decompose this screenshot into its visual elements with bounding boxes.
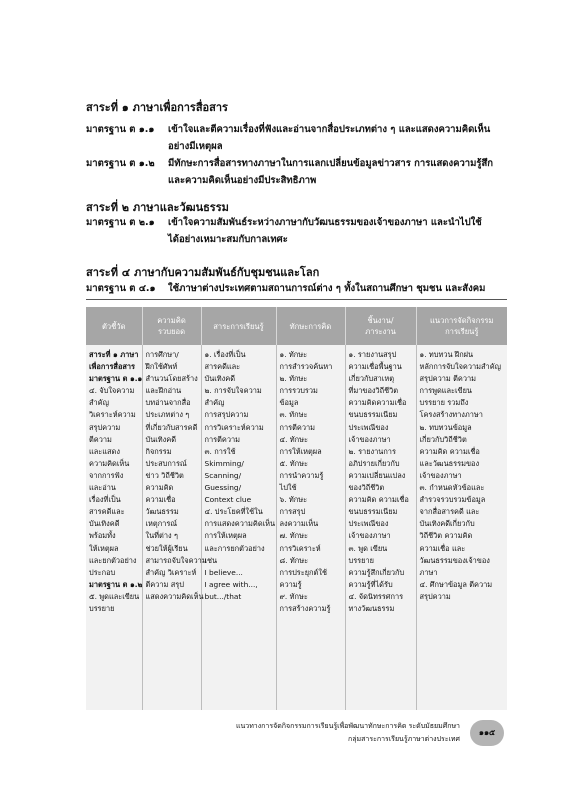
cell-workpiece: ๑. รายงานสรุป ความเชื่อพื้นฐาน เกี่ยวกับสาเหตุ ที่มาของวิถีชีวิต ความคิดความเชื่อ ขนบธรรมเนียม ประเพณีของ เจ้าของภาษา ๒. รายงานการ อภิปรายเกี่ยวกับ ความเปลี่ยนแปลง ของวิถีชีวิต ความคิด ความเชื่อ ขนบธรรมเนียม ประเพณีของ เจ้าของภาษา ๓. พูด เขียน บรรยาย ความรู้สึกเกี่ยวกับ ความรู้ที่ได้รับ ๔. จัดนิทรรศการ ทางวัฒนธรรม xyxy=(345,345,416,710)
divider xyxy=(86,299,507,300)
strand-title: สาระที่ ๒ ภาษาและวัฒนธรรม xyxy=(86,201,229,214)
header-thinking-skills: ทักษะการคิด xyxy=(276,307,345,345)
page-number-badge: ๑๑๕ xyxy=(470,720,504,746)
standard-block xyxy=(86,214,506,248)
footer-subtitle: กลุ่มสาระการเรียนรู้ภาษาต่างประเทศ xyxy=(348,735,460,743)
standard-text: และความคิดเห็นอย่างมีประสิทธิภาพ xyxy=(168,175,317,186)
header-concept: ความคิด รวบยอด xyxy=(142,307,201,345)
cell-activities: ๑. ทบทวน ฝึกฝน หลักการจับใจความสำคัญ สรุปความ ตีความ การพูดและเขียน บรรยาย รวมถึง โครงสร้างทางภาษา ๒. ทบทวนข้อมูล เกี่ยวกับวิถีชีวิต ความคิด ความเชื่อ และวัฒนธรรมของ เจ้าของภาษา ๓. กำหนดหัวข้อและ สำรวจรวบรวมข้อมูล จากสื่อสารคดี และ บันเทิงคดีเกี่ยวกับ วิถีชีวิต ความคิด ความเชื่อ และ วัฒนธรรมของเจ้าของ ภาษา ๔. ศึกษาข้อมูล ตีความ สรุปความ xyxy=(419,350,501,601)
standard-text: ได้อย่างเหมาะสมกับกาลเทศะ xyxy=(168,234,288,245)
standard-text: มีทักษะการสื่อสารทางภาษาในการแลกเปลี่ยนข้อมูลข่าวสาร การแสดงความรู้สึก xyxy=(168,158,494,169)
cell-thinking-skills: ๑. ทักษะ การสำรวจค้นหา ๒. ทักษะ การรวบรวม ข้อมูล ๓. ทักษะ การตีความ ๔. ทักษะ การให้เหตุผล ๕. ทักษะ การนำความรู้ ไปใช้ ๖. ทักษะ การสรุป ลงความเห็น ๗. ทักษะ การวิเคราะห์ ๘. ทักษะ การประยุกต์ใช้ ความรู้ ๙. ทักษะ การสร้างความรู้ xyxy=(276,345,345,710)
standard-block xyxy=(86,280,506,297)
header-content: สาระการเรียนรู้ xyxy=(201,307,276,345)
standard-code: มาตรฐาน ต ๔.๑ xyxy=(86,283,156,294)
page-footer xyxy=(230,720,460,746)
standard-code: มาตรฐาน ต ๒.๑ xyxy=(86,217,155,228)
standard-text: ใช้ภาษาต่างประเทศตามสถานการณ์ต่าง ๆ ทั้งในสถานศึกษา ชุมชน และสังคม xyxy=(168,283,486,294)
strand-title: สาระที่ ๔ ภาษากับความสัมพันธ์กับชุมชนและโลก xyxy=(86,266,320,279)
standard-block xyxy=(86,155,506,189)
standard-code: มาตรฐาน ต ๑.๒ xyxy=(86,158,155,169)
standard-text: เข้าใจและตีความเรื่องที่ฟังและอ่านจากสื่อประเภทต่าง ๆ และแสดงความคิดเห็น xyxy=(168,124,491,135)
cell-content: ๑. เรื่องที่เป็น สารคดีและ บันเทิงคดี ๒. การจับใจความ สำคัญ การสรุปความ การวิเคราะห์ความ การตีความ ๓. การใช้ Skimming/ Scanning/ Guessing/ Context clue ๔. ประโยคที่ใช้ใน การแสดงความคิดเห็น การให้เหตุผล และการยกตัวอย่าง เช่น I believe... I agree with..., but.../that xyxy=(201,345,276,710)
header-workpiece: ชิ้นงาน/ ภาระงาน xyxy=(345,307,416,345)
learning-activities-table xyxy=(86,307,507,710)
footer-title: แนวทางการจัดกิจกรรมการเรียนรู้เพื่อพัฒนาทักษะการคิด ระดับมัธยมศึกษา xyxy=(235,722,460,730)
header-activities: แนวการจัดกิจกรรม การเรียนรู้ xyxy=(416,307,507,345)
cell-concept: การศึกษา/ ฝึกใช้ศัพท์ สำนวนโดยสร้าง และฝึกอ่าน บทอ่านจากสื่อ ประเภทต่าง ๆ ที่เกี่ยวกับสารคดี บันเทิงคดี กิจกรรม ประสบการณ์ ข่าว วิถีชีวิต ความคิด ความเชื่อ วัฒนธรรม เหตุการณ์ ในที่ต่าง ๆ ช่วยให้ผู้เรียน สามารถจับใจความ สำคัญ วิเคราะห์ ตีความ สรุป แสดงความคิดเห็น xyxy=(142,345,201,710)
standard-text: เข้าใจความสัมพันธ์ระหว่างภาษากับวัฒนธรรมของเจ้าของภาษา และนำไปใช้ xyxy=(168,217,482,228)
cell-indicator: สาระที่ ๑ ภาษา เพื่อการสื่อสาร มาตรฐาน ต ๑.๑ ๔. จับใจความ สำคัญ วิเคราะห์ความ สรุปความ ตีความ และแสดง ความคิดเห็น จากการฟัง และอ่าน เรื่องที่เป็น สารคดีและ บันเทิงคดี พร้อมทั้ง ให้เหตุผล และยกตัวอย่าง ประกอบ มาตรฐาน ต ๑.๒ ๕. พูดและเขียน บรรยาย xyxy=(86,345,142,710)
header-indicator: ตัวชี้วัด xyxy=(86,307,142,345)
standard-text: อย่างมีเหตุผล xyxy=(168,141,223,152)
standard-block xyxy=(86,121,506,155)
standard-code: มาตรฐาน ต ๑.๑ xyxy=(86,124,155,135)
strand-title: สาระที่ ๑ ภาษาเพื่อการสื่อสาร xyxy=(86,101,228,114)
